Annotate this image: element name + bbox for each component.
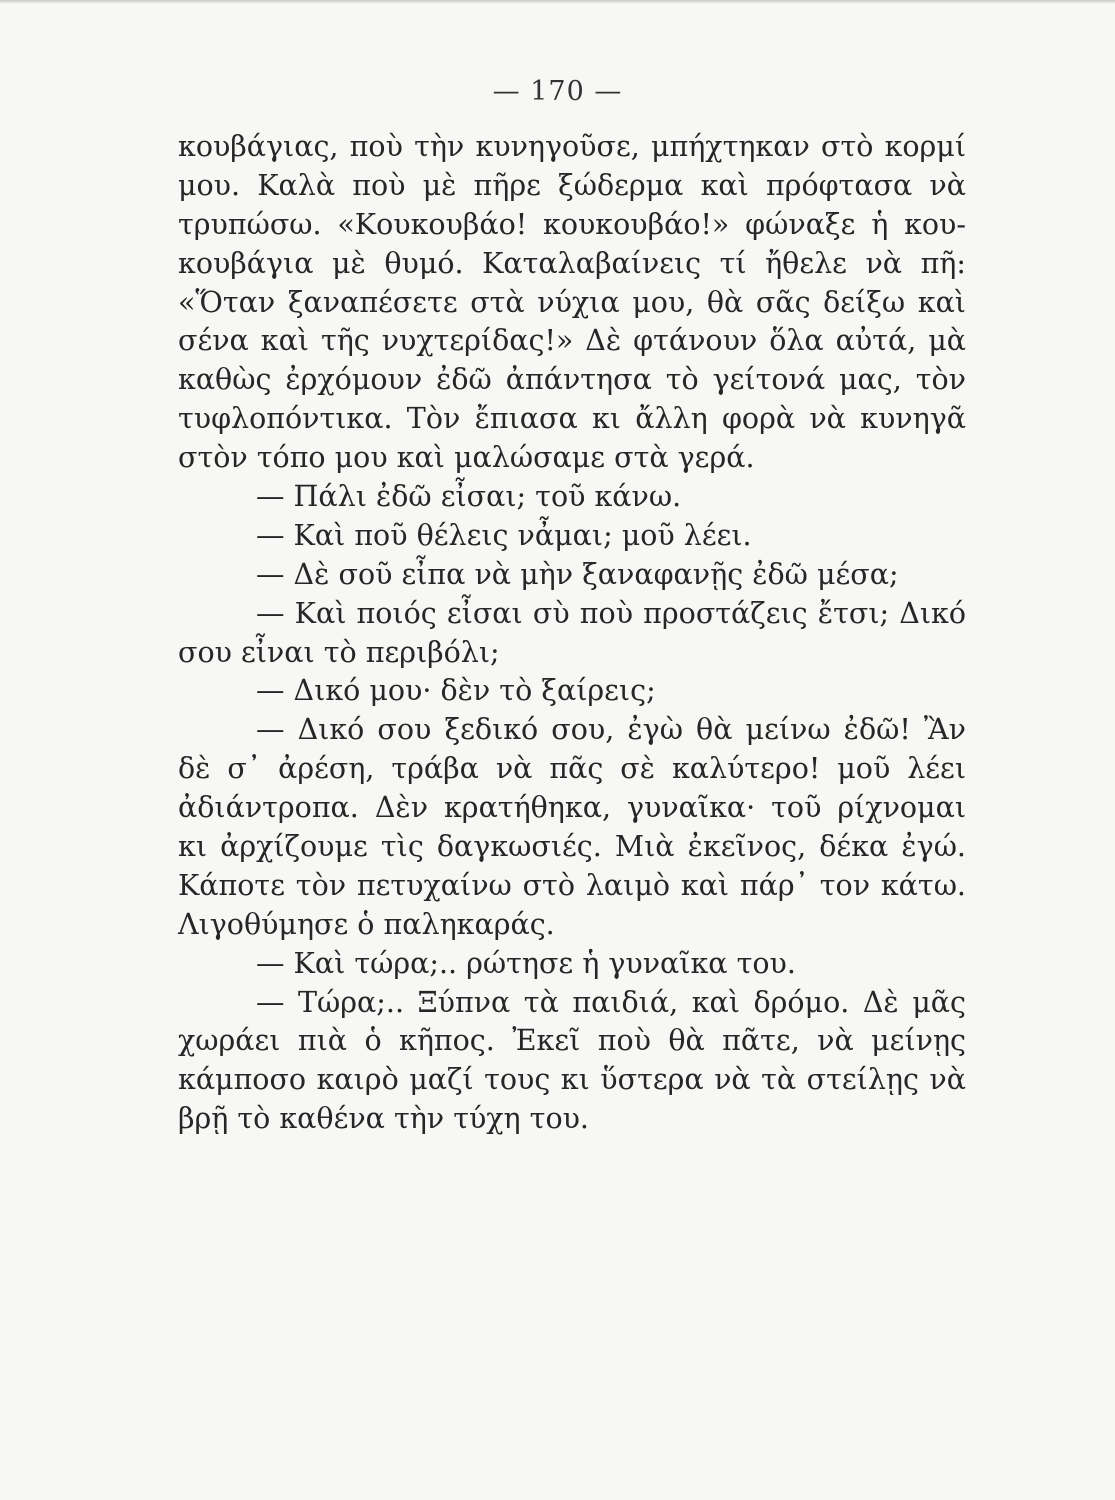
text-line: κουβάγιας, ποὺ τὴν κυνηγοῦσε, μπήχτηκαν στὸ κορμί: [178, 130, 966, 163]
dialogue-line: — Πάλι ἐδῶ εἶσαι; τοῦ κάνω.: [256, 480, 682, 514]
text-line: σου εἶναι τὸ περιβόλι;: [178, 635, 500, 669]
page-number: — 170 —: [492, 76, 623, 107]
dialogue-line: — Δικό σου ξεδικό σου, ἐγὼ θὰ μείνω ἐδῶ! Ἂν: [256, 713, 966, 747]
dialogue-line: — Καὶ ποῦ θέλεις νἆμαι; μοῦ λέει.: [256, 518, 752, 552]
text-line: κάμποσο καιρὸ μαζί τους κι ὕστερα νὰ τὰ στείλῃς νὰ: [178, 1063, 966, 1097]
text-line: βρῇ τὸ καθένα τὴν τύχη του.: [178, 1102, 589, 1136]
text-line: χωράει πιὰ ὁ κῆπος. Ἐκεῖ ποὺ θὰ πᾶτε, νὰ μείνῃς: [178, 1024, 966, 1058]
dialogue-line: — Δὲ σοῦ εἶπα νὰ μὴν ξαναφανῇς ἐδῶ μέσα;: [256, 557, 899, 591]
text-line: καθὼς ἐρχόμουν ἐδῶ ἀπάντησα τὸ γείτονά μας, τὸν: [178, 363, 966, 397]
dialogue-line: — Δικό μου· δὲν τὸ ξαίρεις;: [256, 674, 656, 708]
page-top-edge: [0, 0, 1115, 4]
text-line: «Ὅταν ξαναπέσετε στὰ νύχια μου, θὰ σᾶς δείξω καὶ: [178, 285, 966, 319]
text-line: μου. Καλὰ ποὺ μὲ πῆρε ξώδερμα καὶ πρόφτασα νὰ: [178, 168, 966, 202]
body-text: [178, 128, 966, 1139]
text-line: Λιγοθύμησε ὁ παληκαράς.: [178, 907, 555, 941]
text-line: ἀδιάντροπα. Δὲν κρατήθηκα, γυναῖκα· τοῦ ρίχνομαι: [178, 791, 966, 825]
dialogue-line: — Καὶ ποιός εἶσαι σὺ ποὺ προστάζεις ἔτσι; Δικό: [256, 596, 966, 630]
text-line: δὲ σ᾽ ἀρέση, τράβα νὰ πᾶς σὲ καλύτερο! μοῦ λέει: [178, 752, 966, 786]
dialogue-line: — Καὶ τώρα;.. ρώτησε ἡ γυναῖκα του.: [256, 946, 796, 980]
text-line: στὸν τόπο μου καὶ μαλώσαμε στὰ γερά.: [178, 441, 755, 475]
text-line: κουβάγια μὲ θυμό. Καταλαβαίνεις τί ἤθελε νὰ πῆ:: [178, 246, 966, 280]
dialogue-line: — Τώρα;.. Ξύπνα τὰ παιδιά, καὶ δρόμο. Δὲ μᾶς: [256, 985, 966, 1019]
text-line: Κάποτε τὸν πετυχαίνω στὸ λαιμὸ καὶ πάρ᾽ τον κάτω.: [178, 868, 966, 902]
text-line: τυφλοπόντικα. Τὸν ἔπιασα κι ἄλλη φορὰ νὰ κυνηγᾶ: [178, 402, 966, 436]
text-line: τρυπώσω. «Κουκουβάο! κουκουβάο!» φώναξε ἡ κου-: [178, 207, 966, 241]
text-line: κι ἀρχίζουμε τὶς δαγκωσιές. Μιὰ ἐκεῖνος, δέκα ἐγώ.: [178, 830, 966, 864]
text-line: σένα καὶ τῆς νυχτερίδας!» Δὲ φτάνουν ὅλα αὐτά, μὰ: [178, 324, 966, 358]
